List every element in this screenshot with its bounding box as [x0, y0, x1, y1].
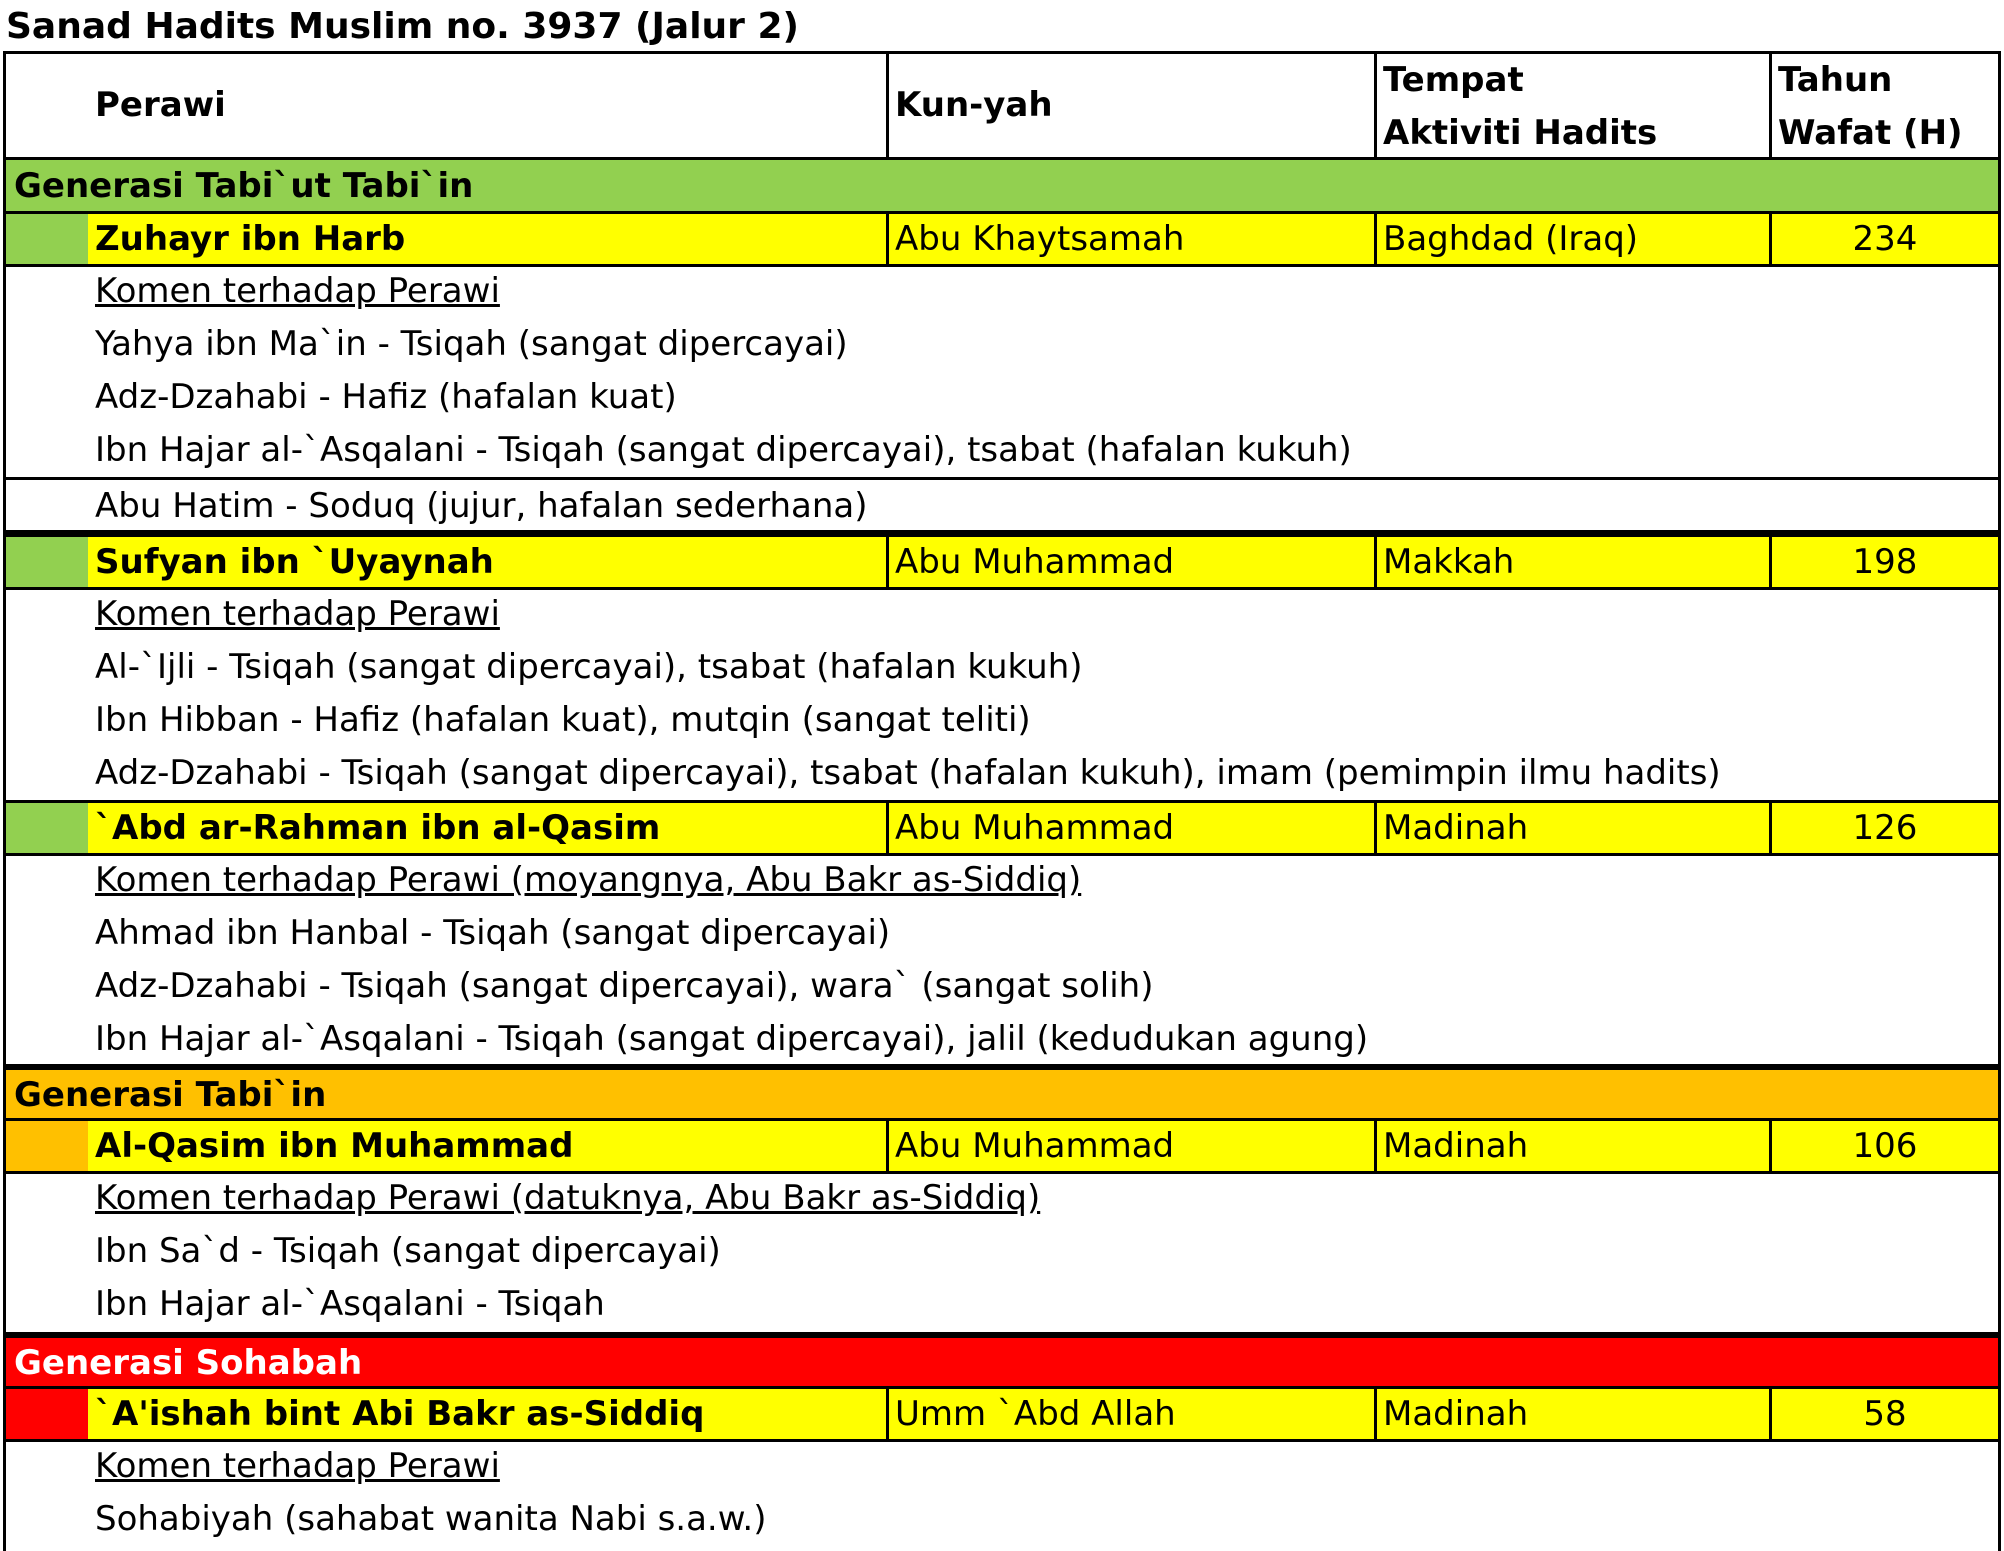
sanad-table [3, 51, 2001, 1551]
comment-title: Komen terhadap Perawi [95, 271, 500, 311]
generation-color-strip [6, 214, 88, 264]
generation-row-tabiut-tabiin: Generasi Tabi`ut Tabi`in [6, 160, 1998, 213]
narrator-kunyah: Abu Muhammad [886, 1121, 1374, 1171]
comment-block-1 [6, 265, 1998, 477]
header-tahun [1769, 54, 1998, 157]
narrator-tempat: Makkah [1374, 537, 1769, 587]
narrator-kunyah: Abu Muhammad [886, 537, 1374, 587]
narrator-row-2 [6, 534, 1998, 590]
page-title: Sanad Hadits Muslim no. 3937 (Jalur 2) [6, 6, 799, 47]
narrator-tahun: 126 [1769, 803, 1998, 853]
narrator-name: Zuhayr ibn Harb [88, 214, 886, 264]
comment-line: Adz-Dzahabi - Tsiqah (sangat dipercayai), wara` (sangat solih) [95, 966, 1154, 1006]
comment-line: Adz-Dzahabi - Tsiqah (sangat dipercayai), tsabat (hafalan kukuh), imam (pemimpin ilmu hadits) [95, 753, 1721, 793]
comment-line: Ahmad ibn Hanbal - Tsiqah (sangat dipercayai) [95, 913, 891, 953]
header-perawi: Perawi [95, 85, 226, 125]
generation-color-strip [6, 1389, 88, 1439]
narrator-tempat: Madinah [1374, 1121, 1769, 1171]
header-tempat-line1: Tempat [1383, 60, 1524, 100]
generation-color-strip [6, 803, 88, 853]
comment-line: Yahya ibn Ma`in - Tsiqah (sangat dipercayai) [95, 324, 848, 364]
comment-line: Sohabiyah (sahabat wanita Nabi s.a.w.) [95, 1499, 767, 1539]
header-tempat-line2: Aktiviti Hadits [1383, 113, 1658, 153]
comment-block-4 [6, 1172, 1998, 1331]
comment-block-2 [6, 588, 1998, 800]
header-tempat [1374, 54, 1769, 157]
comment-line: Ibn Hajar al-`Asqalani - Tsiqah (sangat dipercayai), jalil (kedudukan agung) [95, 1019, 1369, 1059]
narrator-kunyah: Abu Muhammad [886, 803, 1374, 853]
comment-line: Ibn Hibban - Hafiz (hafalan kuat), mutqin (sangat teliti) [95, 700, 1031, 740]
comment-block-5 [6, 1440, 1998, 1546]
narrator-name: `A'ishah bint Abi Bakr as-Siddiq [88, 1389, 886, 1439]
narrator-tahun: 106 [1769, 1121, 1998, 1171]
narrator-tempat: Baghdad (Iraq) [1374, 214, 1769, 264]
narrator-tahun: 234 [1769, 214, 1998, 264]
comment-block-1b [6, 480, 1998, 533]
comment-line: Ibn Hajar al-`Asqalani - Tsiqah (sangat dipercayai), tsabat (hafalan kukuh) [95, 430, 1352, 470]
narrator-row-3 [6, 800, 1998, 856]
narrator-name: `Abd ar-Rahman ibn al-Qasim [88, 803, 886, 853]
comment-line: Al-`Ijli - Tsiqah (sangat dipercayai), tsabat (hafalan kukuh) [95, 647, 1083, 687]
narrator-tahun: 198 [1769, 537, 1998, 587]
narrator-name: Sufyan ibn `Uyaynah [88, 537, 886, 587]
header-tahun-line2: Wafat (H) [1778, 113, 1963, 153]
narrator-kunyah: Abu Khaytsamah [886, 214, 1374, 264]
generation-color-strip [6, 537, 88, 587]
narrator-name: Al-Qasim ibn Muhammad [88, 1121, 886, 1171]
header-row [6, 54, 1998, 160]
narrator-row-5 [6, 1386, 1998, 1442]
comment-title: Komen terhadap Perawi (moyangnya, Abu Bakr as-Siddiq) [95, 860, 1082, 900]
comment-block-3 [6, 854, 1998, 1066]
comment-title: Komen terhadap Perawi [95, 594, 500, 634]
narrator-row-4 [6, 1118, 1998, 1174]
header-kunyah: Kun-yah [886, 54, 1374, 157]
generation-row-tabiin: Generasi Tabi`in [6, 1070, 1998, 1118]
narrator-kunyah: Umm `Abd Allah [886, 1389, 1374, 1439]
comment-line: Ibn Hajar al-`Asqalani - Tsiqah [95, 1284, 605, 1324]
narrator-tempat: Madinah [1374, 1389, 1769, 1439]
narrator-row-1 [6, 211, 1998, 267]
generation-color-strip [6, 1121, 88, 1171]
comment-line: Abu Hatim - Soduq (jujur, hafalan sederhana) [95, 486, 868, 526]
comment-title: Komen terhadap Perawi (datuknya, Abu Bakr as-Siddiq) [95, 1178, 1041, 1218]
comment-line: Ibn Sa`d - Tsiqah (sangat dipercayai) [95, 1231, 721, 1271]
comment-title: Komen terhadap Perawi [95, 1446, 500, 1486]
narrator-tempat: Madinah [1374, 803, 1769, 853]
comment-line: Adz-Dzahabi - Hafiz (hafalan kuat) [95, 377, 677, 417]
generation-row-sohabah: Generasi Sohabah [6, 1338, 1998, 1386]
header-tahun-line1: Tahun [1778, 60, 1893, 100]
narrator-tahun: 58 [1769, 1389, 1998, 1439]
